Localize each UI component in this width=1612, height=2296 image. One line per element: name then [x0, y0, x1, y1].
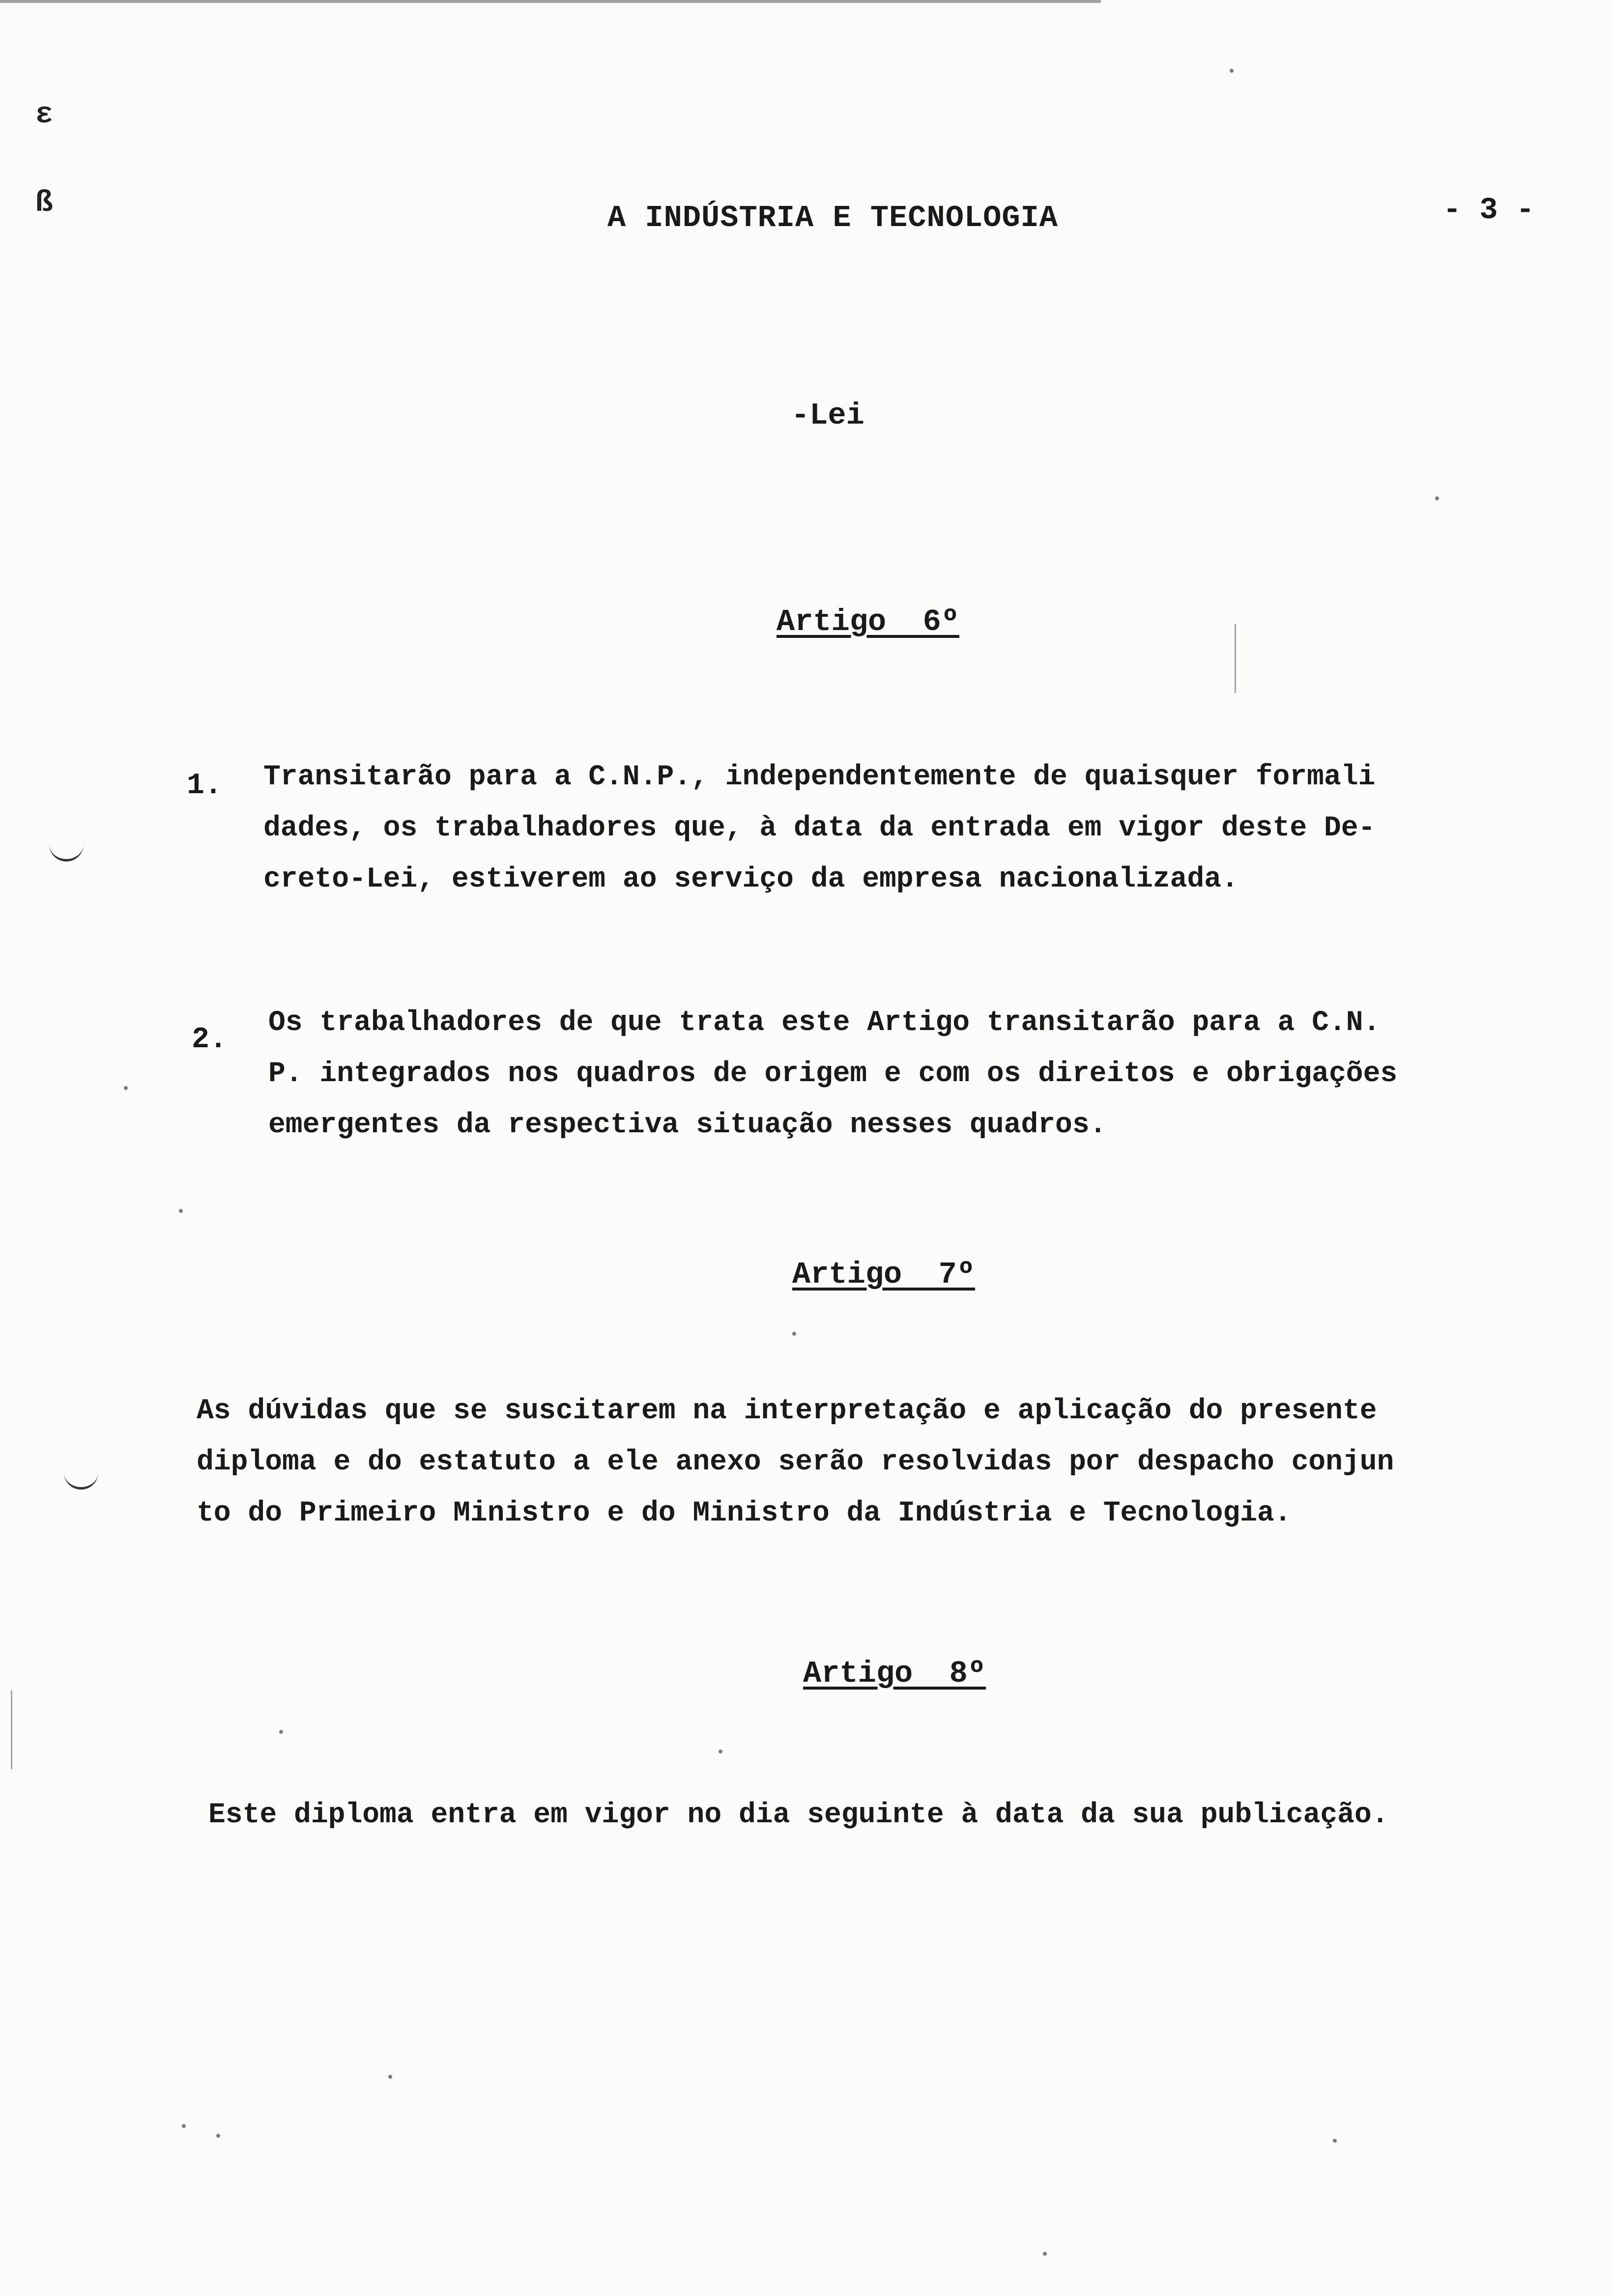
article-6-item-2-number: 2.	[192, 1023, 228, 1057]
article-7-heading: Artigo 7º	[792, 1257, 976, 1292]
scan-speck	[1230, 69, 1234, 73]
article-6-item-1-number: 1.	[187, 769, 223, 803]
scan-speck	[216, 2134, 220, 2138]
scan-speck	[279, 1730, 283, 1734]
page-header: A INDÚSTRIA E TECNOLOGIA	[607, 201, 1058, 235]
article-8-paragraph	[208, 1790, 1389, 1841]
scan-speck	[1043, 2252, 1047, 2256]
article-6-item-2-line: emergentes da respectiva situação nesses quadros.	[268, 1109, 1107, 1141]
scan-speck	[1333, 2139, 1337, 2143]
page-number: - 3 -	[1443, 193, 1535, 228]
article-6-item-2	[268, 998, 1397, 1151]
article-6-heading: Artigo 6º	[777, 604, 960, 639]
scan-speck	[124, 1086, 128, 1090]
article-8-line: Este diploma entra em vigor no dia seguinte à data da sua publicação.	[208, 1799, 1389, 1831]
article-6-item-1-line: Transitarão para a C.N.P., independentemente de quaisquer formali	[263, 761, 1376, 793]
margin-mark-bottom: ß	[35, 187, 54, 220]
scan-speck	[719, 1750, 722, 1753]
article-7-paragraph	[197, 1386, 1394, 1539]
margin-bracket	[64, 1469, 98, 1490]
scan-speck	[792, 1332, 796, 1336]
article-7-line: diploma e do estatuto a ele anexo serão resolvidas por despacho conjun	[197, 1446, 1394, 1478]
scan-speck	[388, 2075, 392, 2079]
margin-bracket	[49, 841, 84, 861]
scan-speck	[1435, 496, 1439, 500]
article-6-item-2-line: Os trabalhadores de que trata este Artigo transitarão para a C.N.	[268, 1007, 1381, 1039]
article-6-item-1	[263, 752, 1375, 905]
scan-speck	[182, 2124, 186, 2128]
top-rule	[0, 0, 1101, 3]
scan-edge-line	[11, 1691, 12, 1769]
article-7-line: As dúvidas que se suscitarem na interpretação e aplicação do presente	[197, 1395, 1377, 1427]
article-6-item-2-line: P. integrados nos quadros de origem e com os direitos e obrigações	[268, 1058, 1398, 1090]
article-8-heading: Artigo 8º	[803, 1656, 986, 1691]
margin-mark-top: ε	[35, 98, 54, 132]
article-6-item-1-line: dades, os trabalhadores que, à data da entrada em vigor deste De-	[263, 812, 1376, 844]
margin-line	[1235, 624, 1236, 693]
scan-speck	[179, 1209, 183, 1213]
article-7-line: to do Primeiro Ministro e do Ministro da Indústria e Tecnologia.	[197, 1497, 1292, 1529]
article-6-item-1-line: creto-Lei, estiverem ao serviço da empresa nacionalizada.	[263, 863, 1238, 895]
document-subtitle: -Lei	[791, 398, 864, 433]
